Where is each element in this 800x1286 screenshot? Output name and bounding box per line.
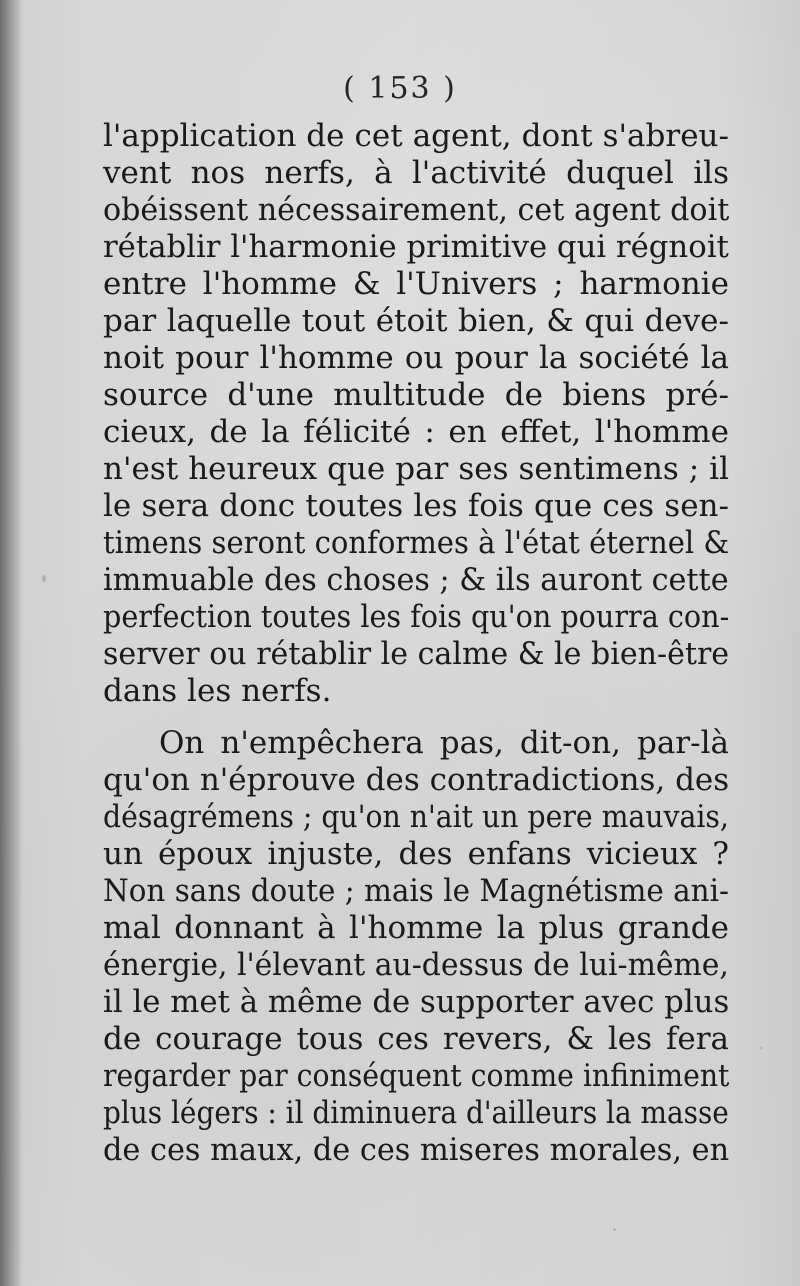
text-line: de courage tous ces revers, & les fera — [103, 1021, 729, 1057]
text-line: cieux, de la félicité : en effet, l'homme — [103, 414, 729, 450]
text-line: perfection toutes les fois qu'on pourra con- — [103, 599, 730, 635]
text-line: le sera donc toutes les fois que ces sen- — [103, 488, 729, 524]
text-line: On n'empêchera pas, dit-on, par-là — [159, 725, 729, 761]
text-line: l'application de cet agent, dont s'abreu- — [103, 118, 729, 154]
text-line: mal donnant à l'homme la plus grande — [103, 910, 729, 946]
text-line: regarder par conséquent comme infiniment — [103, 1058, 730, 1094]
paper-speck — [613, 1228, 616, 1231]
text-line: désagrémens ; qu'on n'ait un pere mauvais, — [103, 799, 729, 835]
text-line: un époux injuste, des enfans vicieux ? — [103, 836, 729, 872]
text-line: server ou rétablir le calme & le bien-être — [103, 636, 730, 672]
paragraph-gap — [103, 710, 729, 725]
text-line: timens seront conformes à l'état éternel & — [103, 525, 730, 561]
text-line: dans les nerfs. — [103, 673, 332, 709]
text-line: entre l'homme & l'Univers ; harmonie — [103, 266, 729, 302]
text-line: de ces maux, de ces miseres morales, en — [103, 1132, 730, 1168]
text-line: rétablir l'harmonie primitive qui régnoit — [103, 229, 729, 265]
page-number: ( 153 ) — [343, 71, 457, 106]
text-line: obéissent nécessairement, cet agent doit — [103, 192, 730, 228]
text-line: immuable des choses ; & ils auront cette — [103, 562, 729, 598]
text-line: il le met à même de supporter avec plus — [103, 984, 730, 1020]
text-line: vent nos nerfs, à l'activité duquel ils — [103, 155, 729, 191]
text-line: par laquelle tout étoit bien, & qui deve- — [103, 303, 729, 339]
text-line: source d'une multitude de biens pré- — [103, 377, 729, 413]
text-line: n'est heureux que par ses sentimens ; il — [103, 451, 729, 487]
text-line: plus légers : il diminuera d'ailleurs la masse — [103, 1095, 729, 1131]
binding-shadow — [0, 0, 22, 1286]
text-line: énergie, l'élevant au-dessus de lui-même, — [103, 947, 729, 983]
text-line: Non sans doute ; mais le Magnétisme ani- — [103, 873, 729, 909]
paper-speck — [42, 575, 46, 582]
paper-speck — [760, 1047, 762, 1049]
text-line: noit pour l'homme ou pour la société la — [103, 340, 729, 376]
page-text — [103, 118, 729, 1169]
text-line: qu'on n'éprouve des contradictions, des — [103, 762, 730, 798]
